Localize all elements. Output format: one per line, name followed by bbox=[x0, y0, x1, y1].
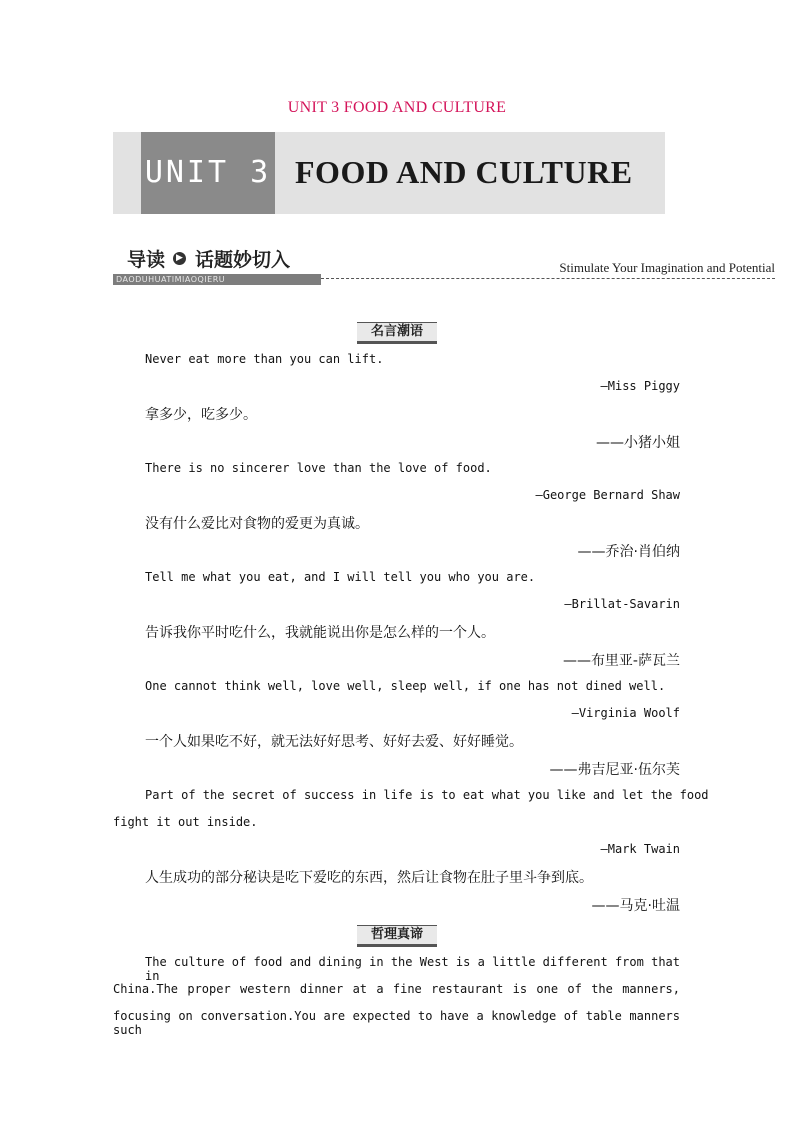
quote-en: One cannot think well, love well, sleep well, if one has not dined well. bbox=[145, 679, 666, 693]
section-topic: 话题妙切入 bbox=[195, 249, 291, 271]
quote-en: Never eat more than you can lift. bbox=[145, 352, 384, 366]
philosophy-label bbox=[0, 923, 794, 943]
running-head: UNIT 3 FOOD AND CULTURE bbox=[287, 99, 507, 116]
quote-en: Part of the secret of success in life is to eat what you like and let the food bbox=[145, 788, 709, 802]
quotes-label-text: 名言潮语 bbox=[357, 322, 437, 344]
philosophy-label-text: 哲理真谛 bbox=[357, 925, 437, 947]
quote-en-author: —Miss Piggy bbox=[600, 379, 680, 393]
unit-banner bbox=[113, 132, 665, 214]
quote-zh: 告诉我你平时吃什么，我就能说出你是怎么样的一个人。 bbox=[145, 625, 495, 641]
quote-zh-author: ——马克·吐温 bbox=[591, 898, 680, 914]
quote-en: There is no sincerer love than the love of food. bbox=[145, 461, 492, 475]
unit-title: FOOD AND CULTURE bbox=[295, 154, 633, 190]
passage-line: focusing on conversation.You are expected to have a knowledge of table manners such bbox=[113, 1009, 680, 1037]
quote-en-author: —Mark Twain bbox=[600, 842, 680, 856]
unit-label: UNIT 3 bbox=[144, 155, 272, 190]
quotes-label bbox=[0, 320, 794, 340]
quote-zh: 没有什么爱比对食物的爱更为真诚。 bbox=[145, 516, 369, 532]
passage-line: China.The proper western dinner at a fine restaurant is one of the manners, bbox=[113, 982, 680, 996]
quote-zh: 人生成功的部分秘诀是吃下爱吃的东西，然后让食物在肚子里斗争到底。 bbox=[145, 870, 593, 886]
section-tagline: Stimulate Your Imagination and Potential bbox=[559, 260, 775, 275]
quote-en-continuation: fight it out inside. bbox=[113, 815, 258, 829]
quote-en-author: —Virginia Woolf bbox=[571, 706, 680, 720]
quote-zh-author: ——弗吉尼亚·伍尔芙 bbox=[549, 762, 680, 778]
arrow-icon: ▶ bbox=[173, 252, 186, 265]
quote-en: Tell me what you eat, and I will tell you who you are. bbox=[145, 570, 536, 584]
quote-zh-author: ——乔治·肖伯纳 bbox=[577, 544, 680, 560]
section-header bbox=[113, 243, 775, 287]
quote-zh: 拿多少，吃多少。 bbox=[145, 407, 257, 423]
quote-en-author: —George Bernard Shaw bbox=[535, 488, 680, 502]
passage-line: The culture of food and dining in the West is a little different from that in bbox=[145, 955, 680, 983]
section-pinyin: DAODUHUATIMIAOQIERU bbox=[113, 274, 321, 285]
dashed-divider bbox=[321, 278, 775, 279]
unit-block bbox=[141, 132, 275, 214]
quote-zh-author: ——小猪小姐 bbox=[596, 435, 680, 451]
quote-zh: 一个人如果吃不好，就无法好好思考、好好去爱、好好睡觉。 bbox=[145, 734, 523, 750]
quote-en-author: —Brillat-Savarin bbox=[564, 597, 680, 611]
section-dao: 导读 bbox=[127, 249, 166, 271]
quote-zh-author: ——布里亚-萨瓦兰 bbox=[562, 653, 680, 669]
